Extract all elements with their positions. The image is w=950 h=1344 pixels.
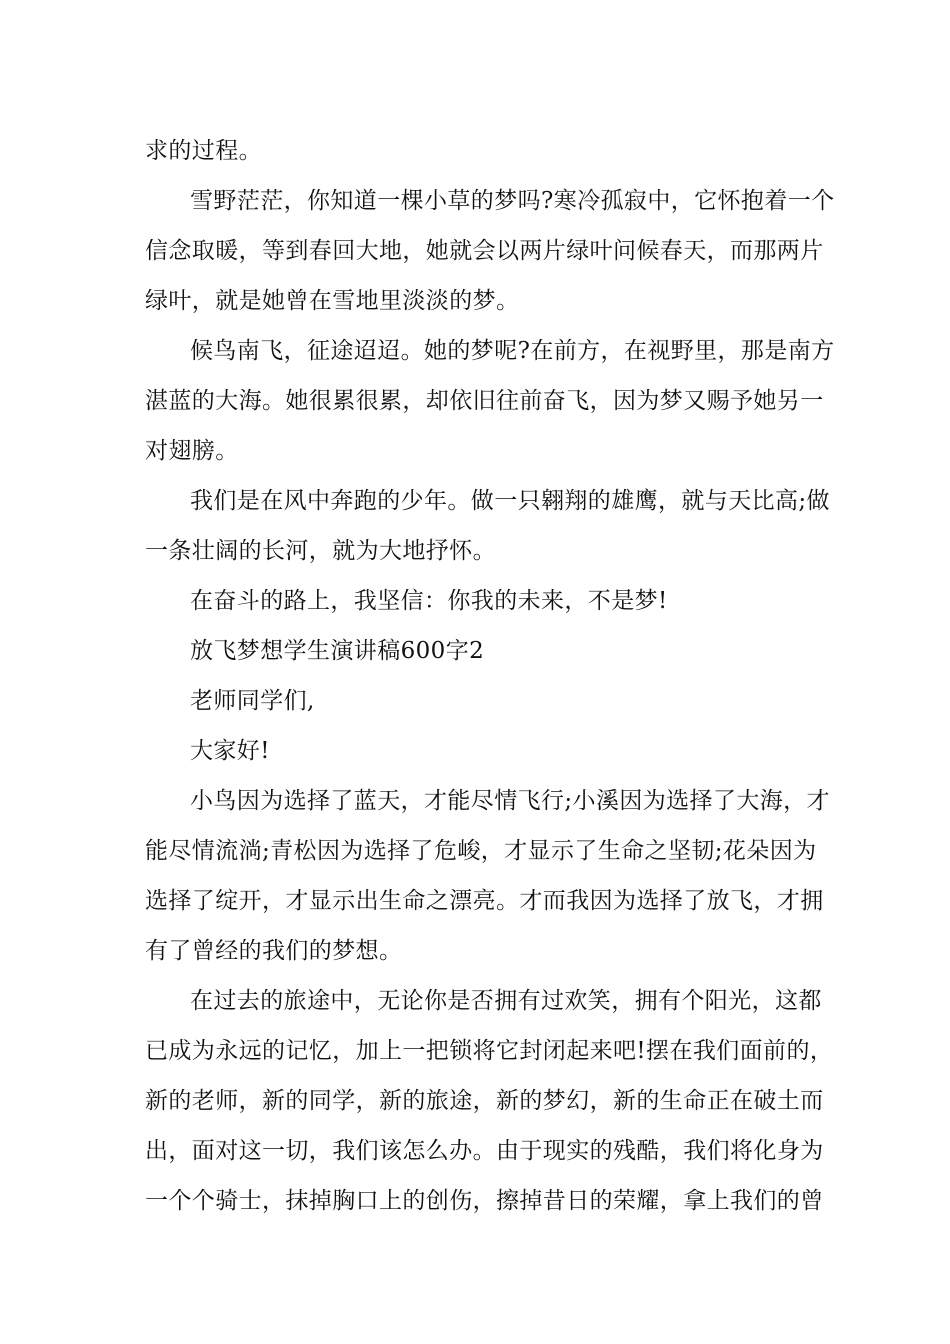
text-line: 对翅膀。 — [145, 438, 239, 464]
text-line: 能尽情流淌;青松因为选择了危峻，才显示了生命之坚韧;花朵因为 — [145, 838, 817, 864]
text-line: 已成为永远的记忆，加上一把锁将它封闭起来吧!摆在我们面前的， — [145, 1038, 834, 1064]
text-line: 绿叶，就是她曾在雪地里淡淡的梦。 — [145, 288, 520, 314]
text-line: 湛蓝的大海。她很累很累，却依旧往前奋飞，因为梦又赐予她另一 — [145, 388, 824, 414]
section-heading: 放飞梦想学生演讲稿600字2 — [190, 638, 485, 664]
text-line: 雪野茫茫，你知道一棵小草的梦吗?寒冷孤寂中，它怀抱着一个 — [190, 188, 835, 214]
text-line: 在奋斗的路上，我坚信：你我的未来，不是梦! — [190, 588, 668, 614]
text-line: 一条壮阔的长河，就为大地抒怀。 — [145, 538, 496, 564]
salutation: 老师同学们, — [190, 688, 315, 714]
text-line: 在过去的旅途中，无论你是否拥有过欢笑，拥有个阳光，这都 — [190, 988, 822, 1014]
text-line: 出，面对这一切，我们该怎么办。由于现实的残酷，我们将化身为 — [145, 1138, 824, 1164]
text-line: 求的过程。 — [145, 138, 262, 164]
text-line: 选择了绽开，才显示出生命之漂亮。才而我因为选择了放飞，才拥 — [145, 888, 824, 914]
text-line: 小鸟因为选择了蓝天，才能尽情飞行;小溪因为选择了大海，才 — [190, 788, 830, 814]
text-line: 一个个骑士，抹掉胸口上的创伤，擦掉昔日的荣耀，拿上我们的曾 — [145, 1188, 824, 1214]
text-line: 候鸟南飞，征途迢迢。她的梦呢?在前方，在视野里，那是南方 — [190, 338, 835, 364]
text-line: 信念取暖，等到春回大地，她就会以两片绿叶问候春天，而那两片 — [145, 238, 824, 264]
greeting: 大家好! — [190, 738, 270, 764]
text-line: 有了曾经的我们的梦想。 — [145, 938, 403, 964]
text-line: 我们是在风中奔跑的少年。做一只翱翔的雄鹰，就与天比高;做 — [190, 488, 830, 514]
text-line: 新的老师，新的同学，新的旅途，新的梦幻，新的生命正在破土而 — [145, 1088, 824, 1114]
